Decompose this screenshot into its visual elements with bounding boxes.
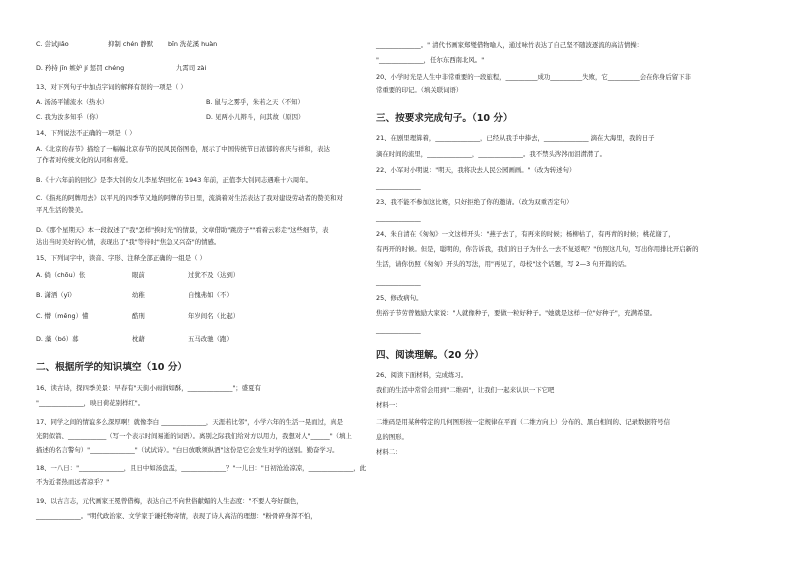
question-16: 16、读古诗，探四季美景：早春有"天街小雨润如酥，______________"；盛夏有 [36,384,261,392]
option-a-text: A.《北京的春节》描绘了一幅幅北京春节的民风民俗图卷，展示了中国传统节日浓郁的喜庆与祥和，表达 [36,145,330,153]
option-b: B. 鼠与之雾乎，朱若之天（不知） [206,98,304,106]
material-2-label: 材料二： [376,448,402,456]
option-c-text: C.《指兆的阿牌用去》以平凡的四季节又地的阿牌的节日里，流淌着对生活表达了我对建设劳动者的赞美和对 [36,194,343,202]
option-line [36,40,218,48]
answer-line: ______________ [376,326,421,334]
option-row [36,291,233,299]
answer-line: ______________ [376,278,421,286]
question-21: 21、在剧里理算着，______________，已经从我手中捧去，______________ 滴在大海里，我的日子 [376,134,655,142]
question-22: 22、小军对小明说："明天，我将决去人民公园画画。"（改为转述句） [376,166,576,174]
section-3-heading: 三、按要求完成句子。（10 分） [376,113,513,124]
option-d: D. 见两小儿辩斗，问其故（原因） [206,113,305,121]
question-19-cont3: "______________，任尔东西南北风。" [376,56,485,64]
option-row [36,312,240,320]
option-c: C. 尝试jiǎo [36,40,69,48]
option-row [36,335,233,343]
option-b: B. 潇洒（yī） [36,291,76,299]
option-c-idiom: 年岁间名（比起） [188,312,240,320]
option-b-text: B.《十六年前的回忆》是李大钊的女儿李星华回忆在 1943 年前，正值李大钊同志遇难十六周年。 [36,176,312,184]
option-d: D. 矜持 jīn 嫉妒 jí 惩罚 chéng [36,64,125,72]
question-19-cont: ______________。"明代政治家、文学家于谦托物寄情，表现了诗人高洁的理想："粉骨碎身浑不怕， [36,512,317,520]
question-16-cont: "______________，映日荷花别样红"。 [36,399,145,407]
question-23: 23、我不能不参加这比赛，只好拒绝了你的邀请。（改为双重否定句） [376,198,573,206]
question-17-cont2: 描述的名言警句）"______________"（试试诗）。"白日放歌须纵酒"这份是它会发生对学的送别。勤奋学习。 [36,446,339,454]
question-25: 25、修改病句。 [376,294,423,302]
option-d-cont: 达出当时美好的心情，表现出了"我"等待时"焦急又兴奋"的情感。 [36,238,221,246]
option-c-2: 抑制 chén 静默 [108,40,154,48]
question-13: 13、对下列句子中加点字词的解释有误的一项是（ ） [36,83,187,91]
option-d-word: 枕藉 [132,335,145,343]
option-a-word: 眼前 [132,271,145,279]
option-a: A. 倘（chōu）伥 [36,271,86,279]
option-c: C. 我为汝多知乎（你） [36,113,103,121]
question-19: 19、以古言志，元代画家王冕曾借梅，表达自己不向世俗献媚的人生态度："不要人夸好颜色， [36,497,303,505]
question-24-cont: 有再开的时候。但是，聪明的，你告诉我，我们的日子为什么一去不复返呢？"仿照这几句，写出你用排比开启新的 [376,245,699,253]
question-17: 17、同学之间的情谊多么深厚啊！就像李白 ______________，天涯若比邻"，小学六年的生活一晃而过，真是 [36,418,344,426]
option-b-idiom: 自愧弗如（不） [188,291,233,299]
question-18-cont: 不为近者热而远者凉乎？" [36,478,110,486]
question-24: 24、朱自清在《匆匆》一文这样开头："燕子去了，有再来的时候；杨柳枯了，有再青的时候；桃花谢了， [376,230,675,238]
question-14: 14、下列说法不正确的一项是（ ） [36,129,136,137]
option-a-cont: 了作者对传统文化的认同和喜爱。 [36,156,132,164]
question-20: 20、小学时光是人生中非常重要的一段旅程，__________成功__________失败，它__________会在你身后留下非 [376,73,691,81]
material-1-text: 二维码是用某种特定的几何图形按一定规律在平面（二维方向上）分布的、黑白相间的、记录数据符号信 [376,418,670,426]
section-4-heading: 四、阅读理解。（20 分） [376,350,484,361]
option-c-word: 酷刑 [132,312,145,320]
question-24-cont2: 生活，请你仿照《匆匆》开头的写法，用"再见了，母校"这个话题，写 2—3 句开篇的话。 [376,260,631,268]
option-d-text: D.《那个星期天》本一段叙述了"我"怎样"挨时光"的情景，文章借助"跳房子""看着云彩走"这些细节，表 [36,226,329,234]
question-17-cont: 光阴似箭、____________（写一个表示时间易逝的词语）。离别之际我们给对方以用力，我想对人"______"（填上 [36,432,352,440]
option-a: A. 汤汤平铺流水（热水） [36,98,109,106]
answer-line: ______________ [376,214,421,222]
option-line [36,113,305,121]
question-19-cont2: ______________。" 清代书画家郑燮借物喻人，通过咏竹表达了自己坚不随波逐流的高洁情操： [376,41,643,49]
option-line [36,64,207,72]
question-26: 26、阅读下面材料，完成练习。 [376,371,468,379]
option-d: D. 藻（bó）募 [36,335,79,343]
question-21-cont: 滴在时间的流里，______________，______________。我不禁头涔涔而泪潸潸了。 [376,150,607,158]
material-1-text-cont: 息的图形。 [376,433,408,441]
option-row [36,271,240,279]
option-c-cont: 平凡生活的赞美。 [36,206,88,214]
section-2-heading: 二、根据所学的知识填空（10 分） [36,362,188,373]
option-c-3: bīn 洗花溪 huàn [168,40,218,48]
question-15: 15、下列词字中，读音、字形、注释全部正确的一组是（ ） [36,254,206,262]
question-20-cont: 常重要的印记。（填关联词语） [376,86,463,94]
option-d-2: 九霄司 zài [176,64,207,72]
option-line [36,98,304,106]
option-a-idiom: 过犹不及（达到） [188,271,240,279]
material-1-label: 材料一： [376,401,402,409]
reading-intro: 我们的生活中常常会用到"二维码"，让我们一起来认识一下它吧 [376,386,555,394]
question-18: 18、一八日："______________，且日中如汤盘盂，______________？"一儿曰："日初沧沧凉凉，______________，此 [36,464,367,472]
answer-line: ______________ [376,182,421,190]
question-25-text: 焦裕子节劳曾勉励大家说："人就像种子，要做一粒好种子。"她就是这样一位"好种子"，充满希望。 [376,309,657,317]
option-c: C. 懵（měng）懂 [36,312,89,320]
option-d-idiom: 五马改驰（跑） [188,335,233,343]
option-b-word: 幼稚 [132,291,145,299]
